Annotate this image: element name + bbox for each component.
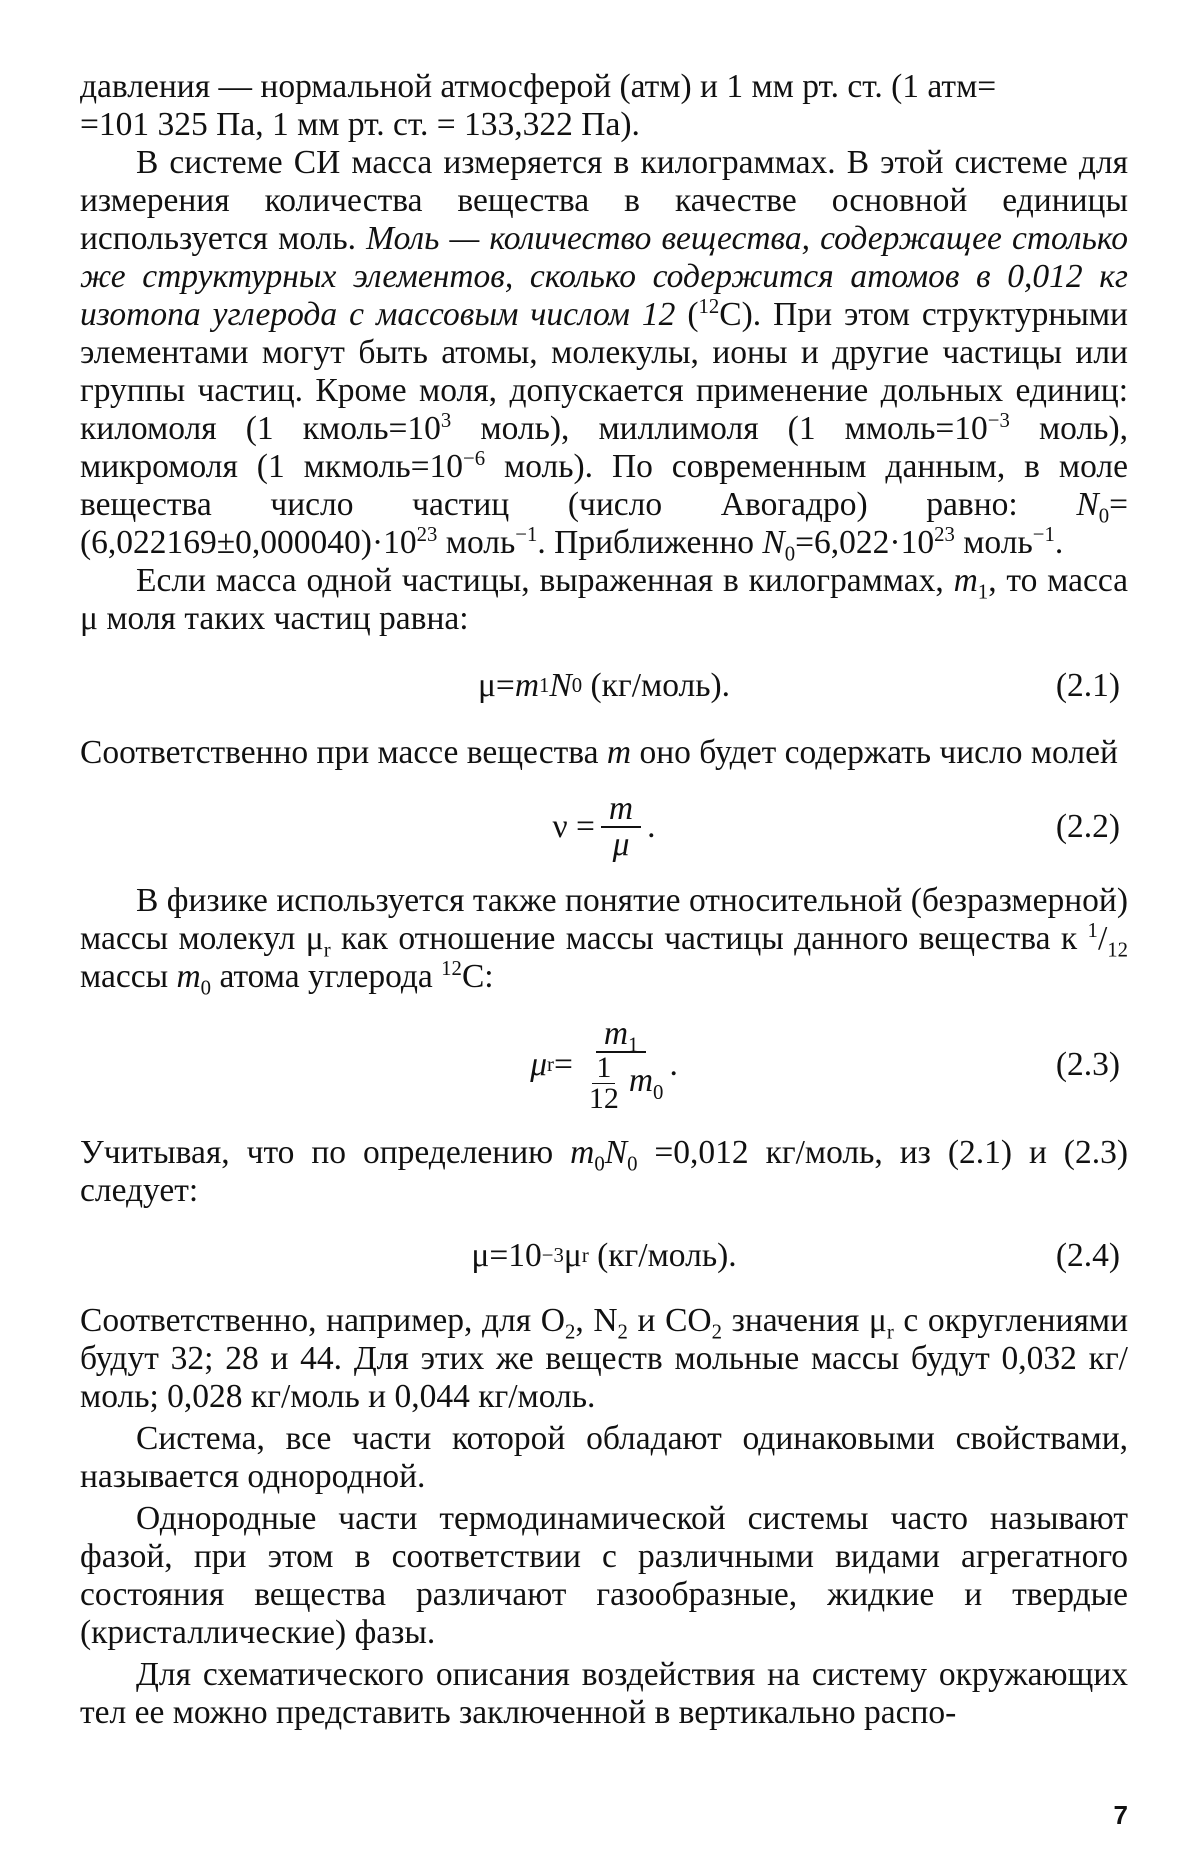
- paragraph-consequence: [80, 1134, 1128, 1210]
- symbol-m: m: [953, 562, 978, 599]
- text-run: С).: [719, 296, 762, 333]
- text-run: При этом структурными элементами могут быть атомы, молекулы, ионы и другие частицы или группы частиц. Кроме моля, допускается применение дольных единиц: киломоля (1 кмоль=10: [80, 296, 1128, 447]
- fraction-one-twelfth: [585, 1050, 623, 1115]
- text-run: Соответственно при массе вещества: [80, 734, 607, 771]
- symbol-m: m: [628, 1061, 654, 1099]
- text-run: оно будет содержать число молей: [631, 734, 1118, 771]
- subscript: 0: [784, 542, 796, 566]
- subscript: 0: [594, 1152, 605, 1176]
- text-run: (кг/моль).: [588, 1237, 737, 1274]
- subscript: 0: [200, 976, 212, 1000]
- equation-number: (2.2): [1055, 808, 1120, 845]
- subscript: r: [886, 1320, 894, 1344]
- text-run: моль). По современным данным, в моле вещества число частиц (число Авогадро) равно:: [80, 448, 1128, 523]
- subscript: 1: [977, 580, 989, 604]
- symbol-m: m: [176, 958, 201, 995]
- text-run: моль), микромоля (1 мкмоль=10: [80, 410, 1128, 485]
- text-run: моль), миллимоля (1 ммоль=10: [451, 410, 988, 447]
- text-run: , то масса μ моля таких частиц равна:: [80, 562, 1128, 637]
- text-run: (кг/моль).: [582, 667, 731, 704]
- text-run: С:: [461, 958, 494, 995]
- symbol-m: m: [514, 667, 540, 704]
- equation-expression: μ= m 1 N 0 (кг/моль).: [477, 667, 731, 704]
- subscript: 1: [628, 1033, 639, 1057]
- equation-number: (2.3): [1055, 1046, 1120, 1083]
- paragraph-molar-mass-intro: [80, 562, 1128, 638]
- subscript: r: [323, 938, 331, 962]
- fraction-numerator: 1: [592, 1053, 615, 1084]
- symbol-m: m: [603, 1014, 629, 1052]
- superscript: 23: [934, 522, 955, 546]
- fraction-numerator: m: [601, 792, 641, 828]
- subscript: 2: [564, 1320, 576, 1344]
- page-number: 7: [1113, 1800, 1128, 1830]
- text-run: =(6,022169±0,000040)·10: [80, 486, 1128, 561]
- text-run: =101 325 Па, 1 мм рт. ст. = 133,322 Па).: [80, 106, 640, 143]
- superscript: −6: [463, 446, 486, 470]
- text-run: (: [675, 296, 699, 333]
- superscript: −3: [987, 408, 1010, 432]
- superscript: −1: [1032, 522, 1055, 546]
- text-run: Если масса одной частицы, выраженная в килограммах,: [136, 562, 954, 599]
- text-run: Соответственно, например, для O: [80, 1302, 565, 1339]
- symbol-n: N: [604, 1134, 628, 1171]
- text-run: как отношение массы частицы данного вещества к: [330, 920, 1088, 957]
- equation-number: (2.4): [1055, 1237, 1120, 1274]
- symbol-mu: μ: [530, 1046, 548, 1083]
- text-run: .: [647, 808, 656, 845]
- equation-2-2: [80, 772, 1128, 882]
- text-run: =6,022·10: [795, 524, 935, 561]
- paragraph-mole-definition: [80, 144, 1128, 566]
- equation-expression: μ=10 −3 μ r (кг/моль).: [471, 1237, 737, 1274]
- text-run: . Приближенно: [537, 524, 763, 561]
- paragraph-examples: [80, 1302, 1128, 1416]
- superscript: 3: [440, 408, 452, 432]
- text-run: , N: [575, 1302, 618, 1339]
- paragraph-homogeneous: Система, все части которой обладают одинаковыми свойствами, называется однородной.: [80, 1420, 1128, 1495]
- subscript: 0: [653, 1080, 664, 1104]
- equation-2-4: [80, 1210, 1128, 1302]
- symbol-n: N: [1076, 486, 1099, 523]
- text-run: давления — нормальной атмосферой (атм) и 1 мм рт. ст. (1 атм=: [80, 68, 997, 105]
- text-run: моль: [954, 524, 1033, 561]
- symbol-n: N: [549, 667, 572, 704]
- subscript: 2: [617, 1320, 628, 1344]
- superscript: 23: [416, 522, 438, 546]
- text-run: В системе СИ масса измеряется в килограммах. В этой системе для измерения количества вещества в качестве основной единицы используется моль.: [80, 144, 1128, 257]
- text-run: моль: [437, 524, 516, 561]
- paragraph-continued: [80, 68, 1128, 144]
- fraction-numerator: [596, 1014, 647, 1057]
- superscript: 12: [441, 956, 462, 980]
- superscript: 12: [698, 294, 720, 318]
- equation-expression: μ r = $m_1$ $\frac{1}{12}$ $m_0$ .: [530, 1014, 678, 1115]
- fraction-denominator: 12: [588, 1081, 619, 1115]
- equation-number: (2.1): [1055, 667, 1120, 704]
- superscript: 1: [1087, 918, 1098, 942]
- fraction-denominator: μ: [612, 826, 630, 863]
- symbol-mu: μ: [563, 1237, 582, 1274]
- symbol-m: m: [606, 734, 632, 771]
- text-run: с округлениями будут 32; 28 и 44. Для этих же веществ мольные массы будут 0,032 кг/моль; 0,028 кг/моль и 0,044 кг/моль.: [80, 1302, 1128, 1415]
- text-run: Учитывая, что по определению: [80, 1134, 571, 1171]
- equation-expression: [80, 772, 1128, 882]
- text-run: В физике используется также понятие относительной (безразмерной) массы молекул μ: [80, 882, 1128, 957]
- text-run: .: [1054, 524, 1064, 561]
- text-run: атома углерода: [211, 958, 442, 995]
- fraction-denominator: [579, 1050, 664, 1115]
- text-run: .: [669, 1046, 678, 1083]
- text-run: значения μ: [722, 1302, 887, 1339]
- symbol-n: N: [762, 524, 785, 561]
- text-run: и CO: [627, 1302, 712, 1339]
- paragraph-relative-mass: В физике используется также понятие относительной (безразмерной) массы молекул $\mu_r$ как отношение массы частицы данного вещества к $^1/_{12}$ массы $m_0$ атома углерода $^{12}$С:: [80, 882, 1129, 1000]
- subscript: 0: [627, 1152, 638, 1176]
- subscript: 2: [711, 1320, 722, 1344]
- mole-definition-italic: Моль — количество вещества, содержащее столько же структурных элементов, сколько содержится атомов в 0,012 кг изотопа углерода с массовым числом 12: [80, 220, 1128, 333]
- subscript: 12: [1107, 938, 1129, 962]
- text-run: μ=: [477, 667, 515, 704]
- superscript: −1: [515, 522, 538, 546]
- paragraph-schematic: Для схематического описания воздействия на систему окружающих тел ее можно представить заключенной в вертикально распо-: [80, 1656, 1128, 1731]
- equation-2-3: [80, 996, 1128, 1134]
- text-run: массы: [80, 958, 177, 995]
- text-run: =: [553, 1046, 573, 1083]
- text-run: μ=10: [471, 1237, 542, 1274]
- fraction: [601, 792, 641, 862]
- equation-2-1: [80, 638, 1128, 734]
- subscript: 0: [1098, 504, 1110, 528]
- text-run: ν =: [552, 808, 595, 845]
- fraction: [579, 1014, 664, 1115]
- text-run: =0,012 кг/моль, из (2.1) и (2.3) следует:: [80, 1134, 1128, 1209]
- paragraph-phase: Однородные части термодинамической системы часто называют фазой, при этом в соответствии с различными видами агрегатного состояния вещества различают газообразные, жидкие и твердые (кристаллические) фазы.: [80, 1500, 1128, 1651]
- symbol-m: m: [570, 1134, 595, 1171]
- paragraph-moles: [80, 734, 1128, 772]
